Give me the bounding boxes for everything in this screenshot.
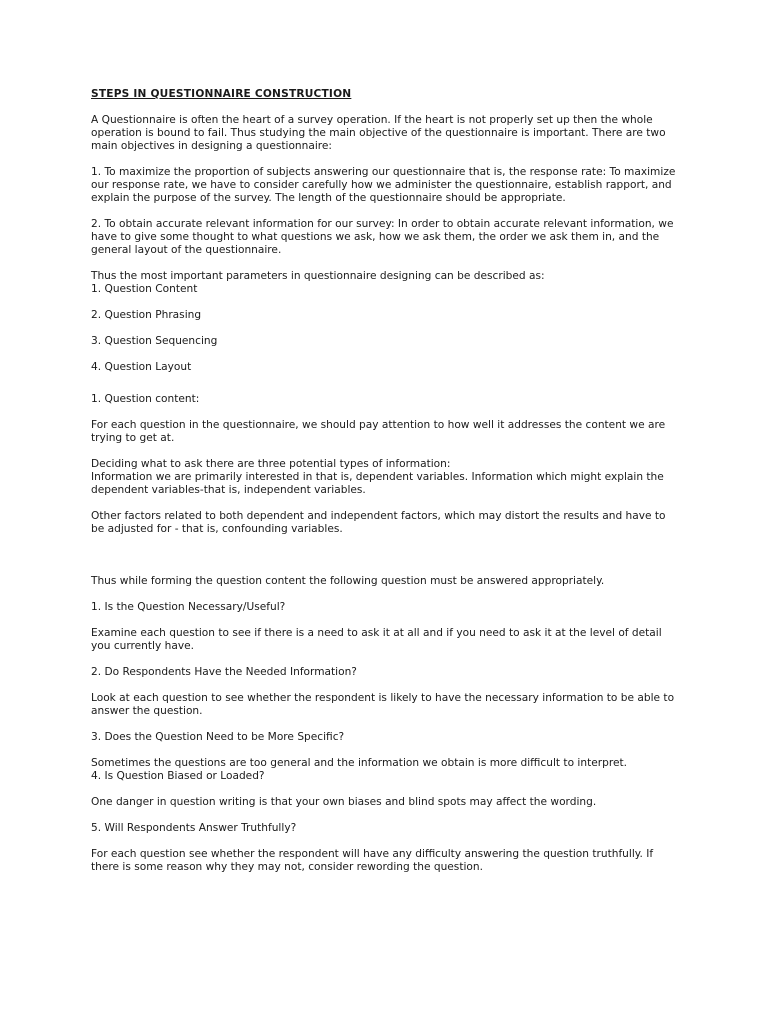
document-body bbox=[91, 88, 681, 887]
parameters-intro: Thus the most important parameters in questionnaire designing can be described as: bbox=[91, 270, 545, 282]
question-text-1: Examine each question to see if there is a need to ask it at all and if you need to ask it at the level of detail you currently have. bbox=[91, 627, 662, 652]
parameter-question-layout: 4. Question Layout bbox=[91, 361, 192, 373]
question-text-3: Sometimes the questions are too general and the information we obtain is more difficult to interpret. bbox=[91, 757, 627, 769]
information-types-paragraph: Information we are primarily interested in that is, dependent variables. Information which might explain the dependent variables-that is, independent variables. bbox=[91, 471, 664, 496]
information-types-intro: Deciding what to ask there are three potential types of information: bbox=[91, 458, 451, 470]
question-heading-1: 1. Is the Question Necessary/Useful? bbox=[91, 601, 286, 613]
question-content-paragraph: For each question in the questionnaire, we should pay attention to how well it addresses the content we are trying to get at. bbox=[91, 419, 666, 444]
question-text-5: For each question see whether the respondent will have any difficulty answering the question truthfully. If there is some reason why they may not, consider rewording the question. bbox=[91, 848, 654, 873]
question-heading-5: 5. Will Respondents Answer Truthfully? bbox=[91, 822, 297, 834]
document-title: STEPS IN QUESTIONNAIRE CONSTRUCTION bbox=[91, 88, 352, 100]
parameter-question-sequencing: 3. Question Sequencing bbox=[91, 335, 218, 347]
question-text-4: One danger in question writing is that your own biases and blind spots may affect the wording. bbox=[91, 796, 597, 808]
objective-1-paragraph: 1. To maximize the proportion of subjects answering our questionnaire that is, the response rate: To maximize our response rate, we have to consider carefully how we administer the questionnaire, establish rapport, and explain the purpose of the survey. The length of the questionnaire should be appropriate. bbox=[91, 166, 676, 204]
section-heading-question-content: 1. Question content: bbox=[91, 393, 200, 405]
question-heading-3: 3. Does the Question Need to be More Specific? bbox=[91, 731, 345, 743]
parameter-question-phrasing: 2. Question Phrasing bbox=[91, 309, 202, 321]
question-heading-2: 2. Do Respondents Have the Needed Information? bbox=[91, 666, 357, 678]
question-heading-4: 4. Is Question Biased or Loaded? bbox=[91, 770, 265, 782]
objective-2-paragraph: 2. To obtain accurate relevant information for our survey: In order to obtain accurate relevant information, we have to give some thought to what questions we ask, how we ask them, the order we ask them in, and the general layout of the questionnaire. bbox=[91, 218, 674, 256]
intro-paragraph: A Questionnaire is often the heart of a survey operation. If the heart is not properly set up then the whole operation is bound to fail. Thus studying the main objective of the questionnaire is important. There are two main objectives in designing a questionnaire: bbox=[91, 114, 666, 152]
question-text-2: Look at each question to see whether the respondent is likely to have the necessary information to be able to answer the question. bbox=[91, 692, 675, 717]
confounding-paragraph: Other factors related to both dependent and independent factors, which may distort the results and have to be adjusted for - that is, confounding variables. bbox=[91, 510, 666, 535]
question-content-lead: Thus while forming the question content the following question must be answered appropriately. bbox=[91, 575, 605, 587]
parameter-question-content: 1. Question Content bbox=[91, 283, 198, 295]
